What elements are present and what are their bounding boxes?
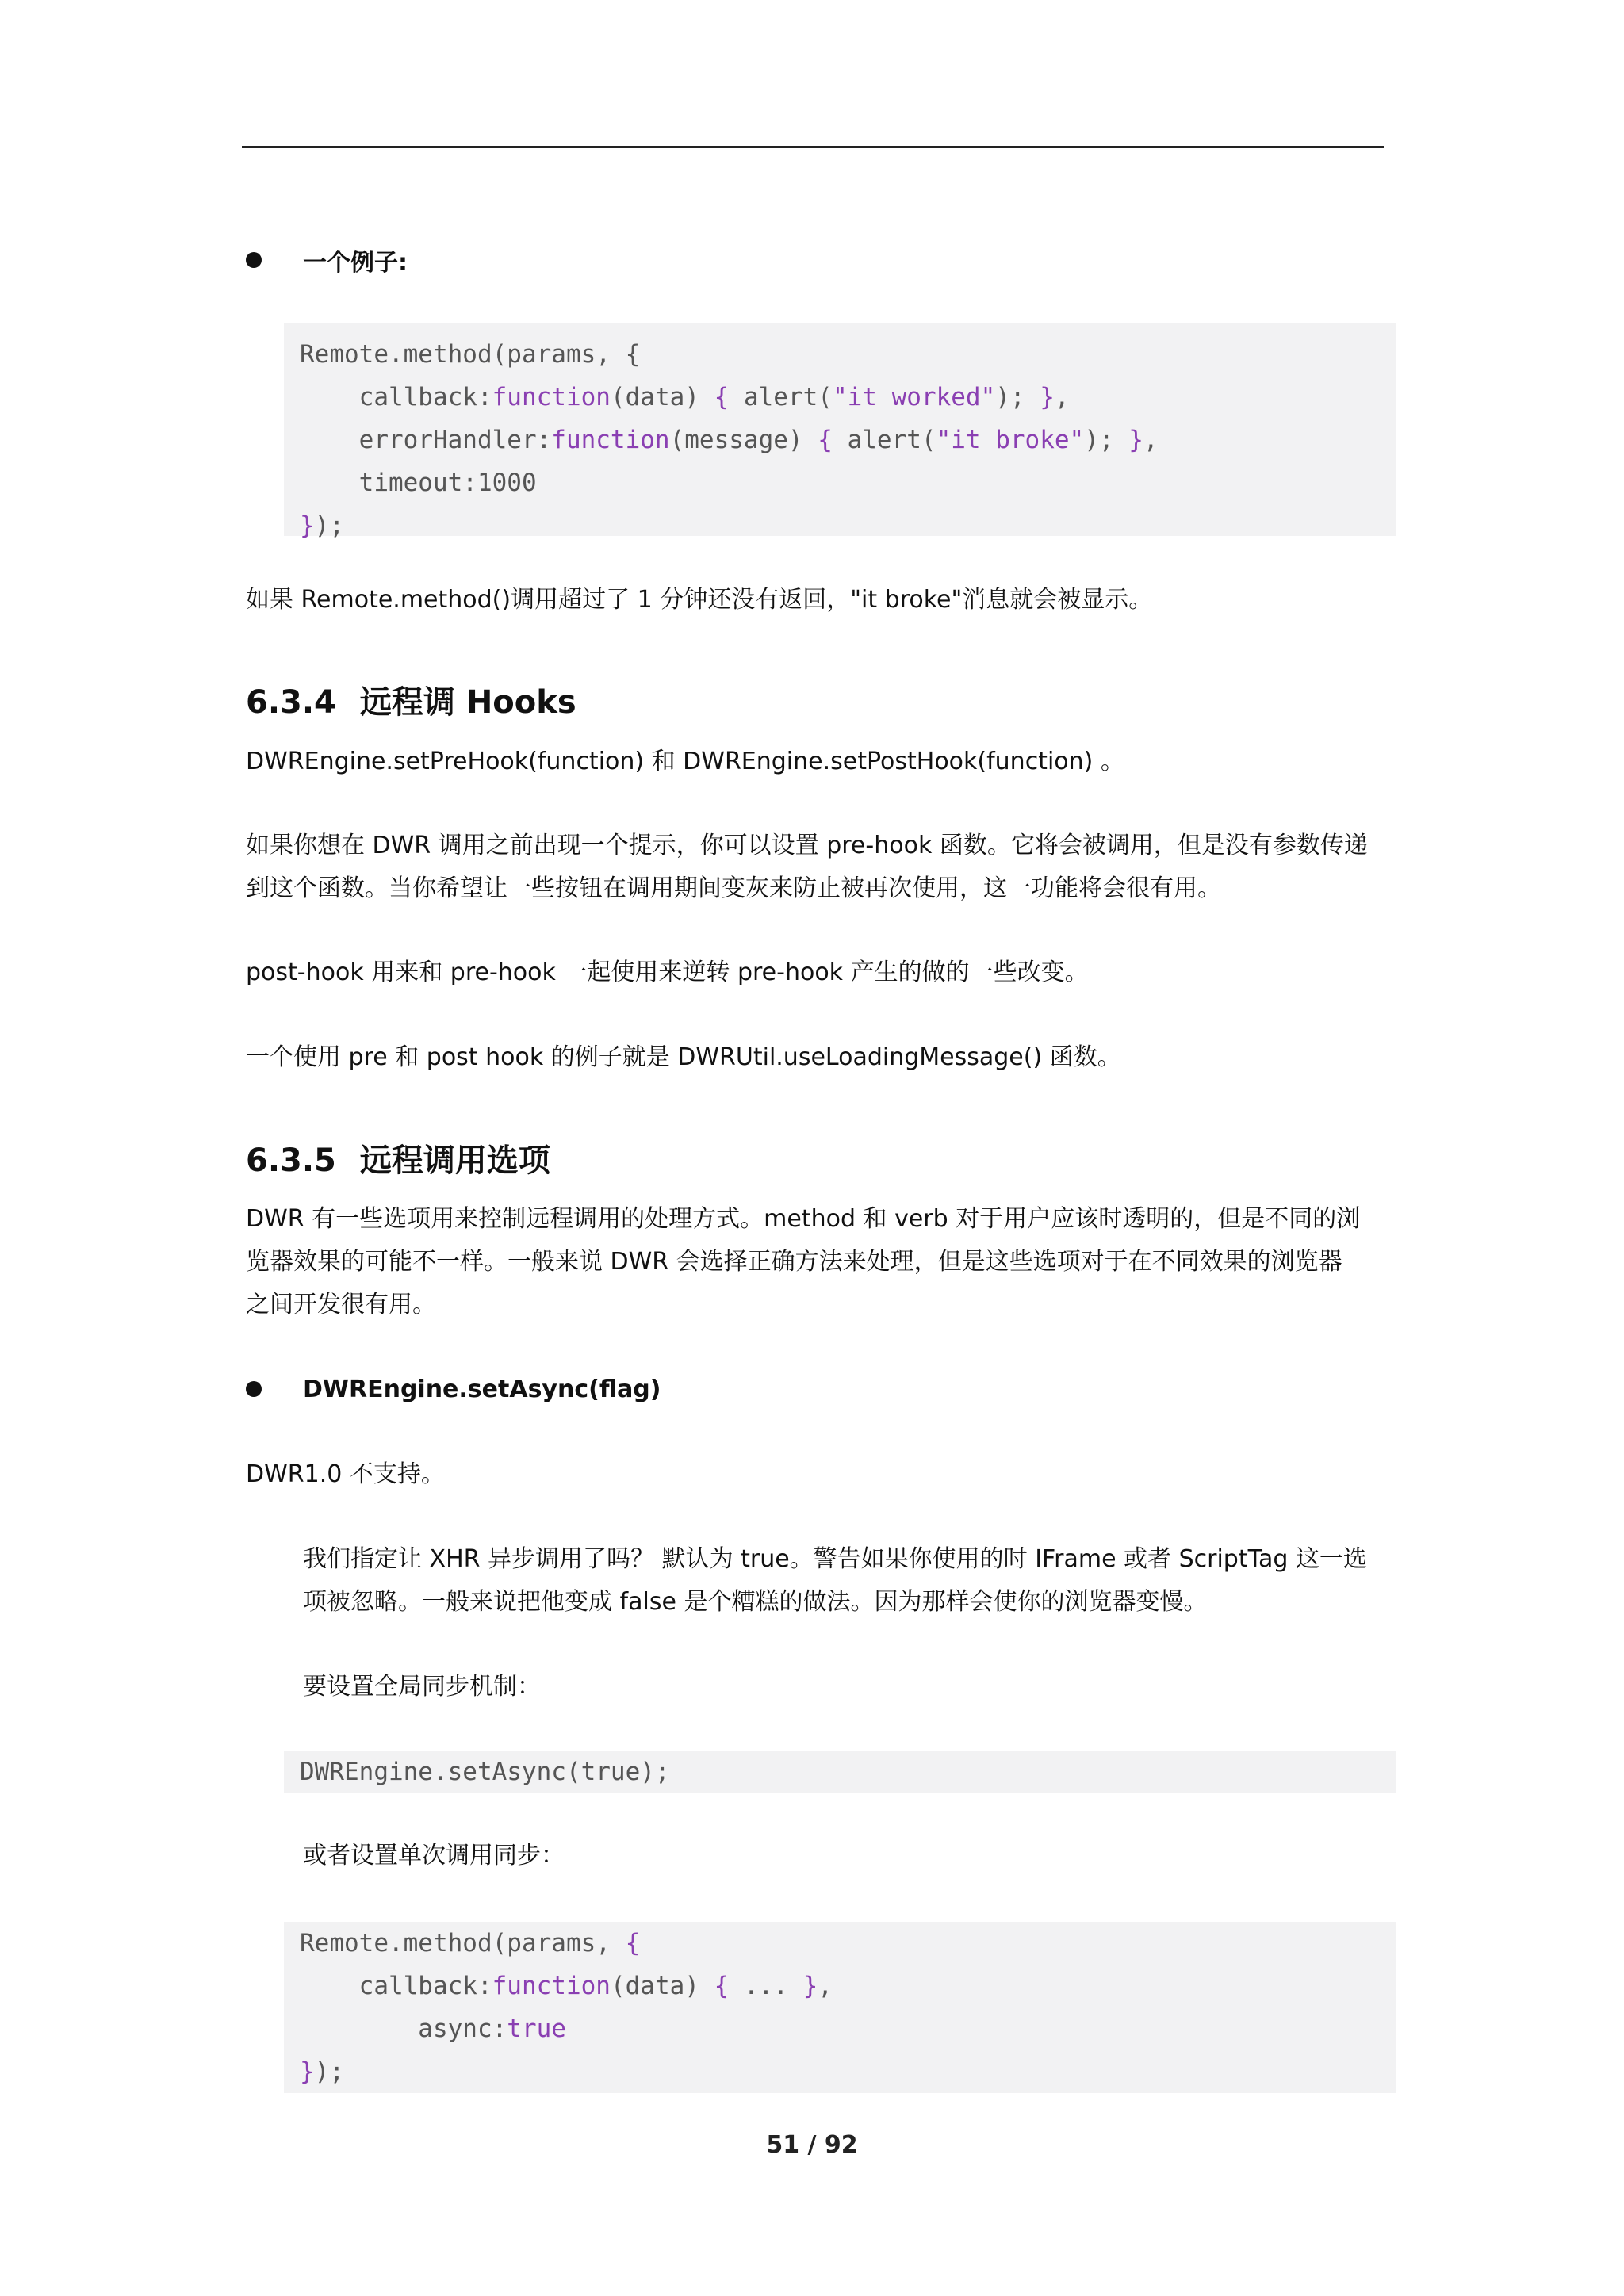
code-line: callback:function(data) { ... }, xyxy=(300,1972,833,2000)
paragraph-post-hook: post-hook 用来和 pre-hook 一起使用来逆转 pre-hook 产生的做的一些改变。 xyxy=(246,959,1089,986)
section-heading-options xyxy=(246,1137,550,1184)
code-line: DWREngine.setAsync(true); xyxy=(300,1758,670,1786)
paragraph-global-sync: 要设置全局同步机制： xyxy=(303,1673,541,1701)
paragraph-options-intro: DWR 有一些选项用来控制远程调用的处理方式。method 和 verb 对于用户应该时透明的，但是不同的浏 览器效果的可能不一样。一般来说 DWR 会选择正确方法来处理，但是这些选项对于在不同效果的浏览器 之间开发很有用。 xyxy=(246,1205,1361,1318)
code-line: async:true xyxy=(300,2015,566,2043)
paragraph-pre-hook: 如果你想在 DWR 调用之前出现一个提示，你可以设置 pre-hook 函数。它将会被调用，但是没有参数传递 到这个函数。当你希望让一些按钮在调用期间变灰来防止被再次使用，这一功能将会很有用。 xyxy=(246,832,1368,902)
code-line: errorHandler:function(message) { alert("it broke"); }, xyxy=(300,426,1159,454)
code-line: }); xyxy=(300,2057,344,2086)
section-title: 远程调用选项 xyxy=(359,1142,550,1179)
section-number: 6.3.5 xyxy=(246,1142,336,1179)
paragraph-hook-example: 一个使用 pre 和 post hook 的例子就是 DWRUtil.useLoadingMessage() 函数。 xyxy=(246,1043,1121,1071)
code-block-example xyxy=(284,323,1396,540)
code-line: }); xyxy=(300,511,344,540)
section-heading-hooks xyxy=(246,679,576,726)
paragraph-hook-functions: DWREngine.setPreHook(function) 和 DWREngine.setPostHook(function) 。 xyxy=(246,748,1124,775)
code-block-single-call xyxy=(284,1922,1396,2093)
page-number: 51 / 92 xyxy=(766,2131,858,2159)
code-line: callback:function(data) { alert("it worked"); }, xyxy=(300,383,1070,411)
section-number: 6.3.4 xyxy=(246,684,336,721)
header-rule xyxy=(242,146,1384,148)
bullet-text: 一个例子: xyxy=(303,249,408,277)
paragraph-timeout-note: 如果 Remote.method()调用超过了 1 分钟还没有返回，"it broke"消息就会被显示。 xyxy=(246,586,1153,614)
bullet-item-example xyxy=(246,243,408,277)
bullet-icon xyxy=(246,252,262,268)
section-title: 远程调 Hooks xyxy=(359,684,576,721)
code-line: Remote.method(params, { xyxy=(300,1929,641,1957)
bullet-icon xyxy=(246,1381,262,1397)
code-line: Remote.method(params, { xyxy=(300,340,641,369)
bullet-item-setasync xyxy=(246,1372,661,1406)
paragraph-dwr10-note: DWR1.0 不支持。 xyxy=(246,1460,445,1488)
bullet-text: DWREngine.setAsync(flag) xyxy=(303,1375,661,1403)
paragraph-async-description: 我们指定让 XHR 异步调用了吗？ 默认为 true。警告如果你使用的时 IFrame 或者 ScriptTag 这一选 项被忽略。一般来说把他变成 false 是个糟糕的做法。因为那样会使你的浏览器变慢。 xyxy=(303,1545,1367,1616)
code-line: timeout:1000 xyxy=(300,469,537,497)
code-block-global-async xyxy=(284,1751,1396,1793)
paragraph-single-call-sync: 或者设置单次调用同步： xyxy=(303,1842,565,1869)
